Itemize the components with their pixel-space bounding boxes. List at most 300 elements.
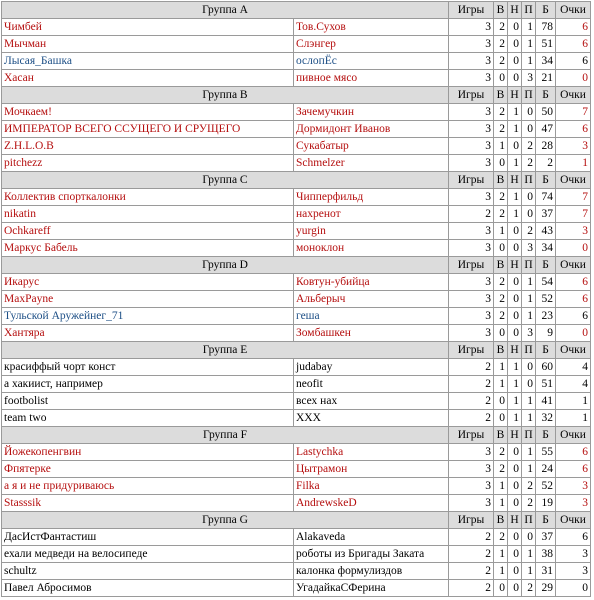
- losses: 0: [522, 104, 536, 121]
- points: 4: [556, 359, 591, 376]
- team-row: [2, 410, 591, 427]
- draws: 0: [508, 546, 522, 563]
- wins: 2: [494, 444, 508, 461]
- games-played: 2: [449, 580, 494, 597]
- losses: 3: [522, 325, 536, 342]
- draws: 0: [508, 495, 522, 512]
- player-1-name: Хантяра: [2, 325, 294, 342]
- points: 3: [556, 138, 591, 155]
- team-row: [2, 376, 591, 393]
- player-1-name: красиффый чорт конст: [2, 359, 294, 376]
- group-header-row: [2, 427, 591, 444]
- team-row: [2, 529, 591, 546]
- goals: 37: [536, 206, 556, 223]
- draws: 0: [508, 444, 522, 461]
- games-played: 3: [449, 138, 494, 155]
- wins-header: В: [494, 257, 508, 274]
- wins: 2: [494, 308, 508, 325]
- player-2-name: калонка формулиздов: [294, 563, 449, 580]
- player-2-name: Дормидонт Иванов: [294, 121, 449, 138]
- player-2-name: Чипперфильд: [294, 189, 449, 206]
- goals: 23: [536, 308, 556, 325]
- group-name: Группа E: [2, 342, 449, 359]
- player-2-name: Альберыч: [294, 291, 449, 308]
- points: 3: [556, 223, 591, 240]
- team-row: [2, 155, 591, 172]
- games-played: 2: [449, 529, 494, 546]
- losses-header: П: [522, 342, 536, 359]
- losses-header: П: [522, 87, 536, 104]
- games-played: 3: [449, 53, 494, 70]
- goals-header: Б: [536, 172, 556, 189]
- team-row: [2, 19, 591, 36]
- games-header: Игры: [449, 2, 494, 19]
- team-row: [2, 325, 591, 342]
- player-2-name: пивное мясо: [294, 70, 449, 87]
- points: 0: [556, 70, 591, 87]
- player-1-name: Хасан: [2, 70, 294, 87]
- player-2-name: моноклон: [294, 240, 449, 257]
- points: 3: [556, 495, 591, 512]
- group-header-row: [2, 512, 591, 529]
- games-header: Игры: [449, 427, 494, 444]
- games-played: 3: [449, 240, 494, 257]
- losses-header: П: [522, 2, 536, 19]
- team-row: [2, 495, 591, 512]
- games-played: 3: [449, 274, 494, 291]
- points-header: Очки: [556, 172, 591, 189]
- losses: 1: [522, 274, 536, 291]
- draws: 0: [508, 325, 522, 342]
- points: 6: [556, 444, 591, 461]
- team-row: [2, 138, 591, 155]
- games-header: Игры: [449, 172, 494, 189]
- games-played: 3: [449, 461, 494, 478]
- draws: 1: [508, 359, 522, 376]
- points-header: Очки: [556, 257, 591, 274]
- games-played: 2: [449, 359, 494, 376]
- losses: 1: [522, 461, 536, 478]
- player-1-name: Йожекопенгвин: [2, 444, 294, 461]
- games-played: 3: [449, 478, 494, 495]
- player-2-name: neofit: [294, 376, 449, 393]
- points: 3: [556, 478, 591, 495]
- losses: 0: [522, 189, 536, 206]
- points: 0: [556, 240, 591, 257]
- draws: 1: [508, 121, 522, 138]
- player-1-name: nikatin: [2, 206, 294, 223]
- draws: 0: [508, 461, 522, 478]
- games-played: 3: [449, 291, 494, 308]
- draws: 0: [508, 19, 522, 36]
- group-name: Группа F: [2, 427, 449, 444]
- points: 4: [556, 376, 591, 393]
- games-played: 2: [449, 393, 494, 410]
- wins: 2: [494, 274, 508, 291]
- games-played: 3: [449, 325, 494, 342]
- goals-header: Б: [536, 512, 556, 529]
- games-played: 3: [449, 36, 494, 53]
- losses: 3: [522, 240, 536, 257]
- losses: 2: [522, 580, 536, 597]
- draws-header: Н: [508, 257, 522, 274]
- draws: 0: [508, 529, 522, 546]
- player-1-name: ехали медведи на велосипеде: [2, 546, 294, 563]
- points: 6: [556, 36, 591, 53]
- wins: 2: [494, 104, 508, 121]
- team-row: [2, 274, 591, 291]
- team-row: [2, 359, 591, 376]
- group-name: Группа A: [2, 2, 449, 19]
- points: 1: [556, 155, 591, 172]
- goals: 2: [536, 155, 556, 172]
- wins: 2: [494, 53, 508, 70]
- player-2-name: Слэнгер: [294, 36, 449, 53]
- player-2-name: роботы из Бригады Заката: [294, 546, 449, 563]
- points: 6: [556, 308, 591, 325]
- group-name: Группа D: [2, 257, 449, 274]
- draws: 0: [508, 36, 522, 53]
- draws: 0: [508, 291, 522, 308]
- team-row: [2, 121, 591, 138]
- goals: 19: [536, 495, 556, 512]
- player-1-name: Лысая_Башка: [2, 53, 294, 70]
- player-1-name: Икарус: [2, 274, 294, 291]
- player-2-name: ослопЁс: [294, 53, 449, 70]
- team-row: [2, 546, 591, 563]
- losses-header: П: [522, 512, 536, 529]
- points-header: Очки: [556, 342, 591, 359]
- team-row: [2, 308, 591, 325]
- player-1-name: Коллектив спорткалонки: [2, 189, 294, 206]
- wins: 0: [494, 325, 508, 342]
- games-played: 3: [449, 19, 494, 36]
- goals: 29: [536, 580, 556, 597]
- wins: 1: [494, 478, 508, 495]
- losses-header: П: [522, 427, 536, 444]
- points-header: Очки: [556, 87, 591, 104]
- points: 6: [556, 291, 591, 308]
- wins: 0: [494, 410, 508, 427]
- goals-header: Б: [536, 342, 556, 359]
- group-header-row: [2, 87, 591, 104]
- points: 6: [556, 121, 591, 138]
- games-header: Игры: [449, 87, 494, 104]
- goals: 34: [536, 240, 556, 257]
- wins: 2: [494, 36, 508, 53]
- player-2-name: Сукабатыр: [294, 138, 449, 155]
- losses: 1: [522, 444, 536, 461]
- games-played: 2: [449, 206, 494, 223]
- points: 1: [556, 393, 591, 410]
- wins: 0: [494, 155, 508, 172]
- draws: 1: [508, 206, 522, 223]
- wins: 1: [494, 359, 508, 376]
- wins: 0: [494, 240, 508, 257]
- group-header-row: [2, 257, 591, 274]
- games-header: Игры: [449, 257, 494, 274]
- player-2-name: всех нах: [294, 393, 449, 410]
- games-played: 3: [449, 308, 494, 325]
- goals: 47: [536, 121, 556, 138]
- standings-table: [1, 1, 591, 597]
- goals: 52: [536, 478, 556, 495]
- goals: 50: [536, 104, 556, 121]
- wins-header: В: [494, 342, 508, 359]
- player-1-name: Мычман: [2, 36, 294, 53]
- losses: 1: [522, 563, 536, 580]
- player-2-name: judabay: [294, 359, 449, 376]
- player-1-name: а я и не придуриваюсь: [2, 478, 294, 495]
- wins: 2: [494, 189, 508, 206]
- goals: 51: [536, 36, 556, 53]
- losses-header: П: [522, 172, 536, 189]
- player-2-name: Alakaveda: [294, 529, 449, 546]
- draws: 0: [508, 240, 522, 257]
- wins: 0: [494, 580, 508, 597]
- wins: 2: [494, 121, 508, 138]
- player-2-name: Зачемучкин: [294, 104, 449, 121]
- group-name: Группа C: [2, 172, 449, 189]
- games-played: 3: [449, 189, 494, 206]
- goals: 32: [536, 410, 556, 427]
- draws: 0: [508, 308, 522, 325]
- losses: 0: [522, 376, 536, 393]
- team-row: [2, 206, 591, 223]
- player-1-name: Павел Абросимов: [2, 580, 294, 597]
- goals: 43: [536, 223, 556, 240]
- goals: 52: [536, 291, 556, 308]
- player-1-name: MaxPayne: [2, 291, 294, 308]
- wins: 0: [494, 393, 508, 410]
- games-played: 2: [449, 376, 494, 393]
- losses: 2: [522, 155, 536, 172]
- points-header: Очки: [556, 427, 591, 444]
- draws: 0: [508, 138, 522, 155]
- player-1-name: Мочкаем!: [2, 104, 294, 121]
- draws: 0: [508, 580, 522, 597]
- standings-body: [2, 2, 591, 597]
- points: 0: [556, 325, 591, 342]
- goals-header: Б: [536, 2, 556, 19]
- points: 7: [556, 189, 591, 206]
- points: 0: [556, 580, 591, 597]
- team-row: [2, 393, 591, 410]
- wins: 1: [494, 223, 508, 240]
- team-row: [2, 580, 591, 597]
- player-1-name: Маркус Бабель: [2, 240, 294, 257]
- draws: 0: [508, 478, 522, 495]
- team-row: [2, 461, 591, 478]
- losses: 2: [522, 478, 536, 495]
- player-2-name: Зомбашкен: [294, 325, 449, 342]
- losses: 1: [522, 308, 536, 325]
- player-1-name: а хакиист, например: [2, 376, 294, 393]
- goals: 74: [536, 189, 556, 206]
- points: 7: [556, 104, 591, 121]
- wins: 1: [494, 495, 508, 512]
- group-header-row: [2, 172, 591, 189]
- draws: 1: [508, 393, 522, 410]
- player-2-name: Filka: [294, 478, 449, 495]
- losses: 1: [522, 291, 536, 308]
- games-played: 3: [449, 223, 494, 240]
- team-row: [2, 36, 591, 53]
- draws: 1: [508, 155, 522, 172]
- goals: 37: [536, 529, 556, 546]
- points-header: Очки: [556, 2, 591, 19]
- losses: 1: [522, 393, 536, 410]
- losses: 1: [522, 410, 536, 427]
- player-1-name: Stasssik: [2, 495, 294, 512]
- team-row: [2, 563, 591, 580]
- games-played: 3: [449, 495, 494, 512]
- wins: 2: [494, 19, 508, 36]
- player-1-name: ИМПЕРАТОР ВСЕГО ССУЩЕГО И СРУЩЕГО: [2, 121, 294, 138]
- player-1-name: Z.H.L.O.B: [2, 138, 294, 155]
- wins: 2: [494, 529, 508, 546]
- player-1-name: Фпятерке: [2, 461, 294, 478]
- wins: 1: [494, 546, 508, 563]
- games-played: 3: [449, 121, 494, 138]
- group-name: Группа B: [2, 87, 449, 104]
- draws: 1: [508, 410, 522, 427]
- team-row: [2, 444, 591, 461]
- draws: 0: [508, 70, 522, 87]
- player-2-name: Lastychka: [294, 444, 449, 461]
- goals: 54: [536, 274, 556, 291]
- player-2-name: XXX: [294, 410, 449, 427]
- player-1-name: pitchezz: [2, 155, 294, 172]
- team-row: [2, 478, 591, 495]
- group-header-row: [2, 342, 591, 359]
- wins: 0: [494, 70, 508, 87]
- goals: 28: [536, 138, 556, 155]
- points: 3: [556, 546, 591, 563]
- draws: 0: [508, 223, 522, 240]
- points: 6: [556, 19, 591, 36]
- group-name: Группа G: [2, 512, 449, 529]
- goals: 41: [536, 393, 556, 410]
- player-1-name: footbolist: [2, 393, 294, 410]
- player-1-name: ДасИстФантастиш: [2, 529, 294, 546]
- team-row: [2, 53, 591, 70]
- points: 1: [556, 410, 591, 427]
- wins: 1: [494, 563, 508, 580]
- player-2-name: Цытрамон: [294, 461, 449, 478]
- wins: 2: [494, 461, 508, 478]
- player-1-name: Тульской Аружейнег_71: [2, 308, 294, 325]
- player-2-name: Schmelzer: [294, 155, 449, 172]
- losses: 1: [522, 546, 536, 563]
- losses: 0: [522, 206, 536, 223]
- team-row: [2, 104, 591, 121]
- team-row: [2, 291, 591, 308]
- losses: 1: [522, 36, 536, 53]
- draws: 1: [508, 376, 522, 393]
- wins: 2: [494, 206, 508, 223]
- games-played: 3: [449, 104, 494, 121]
- losses: 3: [522, 70, 536, 87]
- losses: 0: [522, 529, 536, 546]
- goals: 60: [536, 359, 556, 376]
- player-2-name: yurgin: [294, 223, 449, 240]
- games-played: 3: [449, 70, 494, 87]
- draws-header: Н: [508, 2, 522, 19]
- points-header: Очки: [556, 512, 591, 529]
- points: 6: [556, 53, 591, 70]
- draws: 0: [508, 563, 522, 580]
- player-1-name: Ochkareff: [2, 223, 294, 240]
- wins-header: В: [494, 87, 508, 104]
- goals: 38: [536, 546, 556, 563]
- group-header-row: [2, 2, 591, 19]
- draws: 0: [508, 274, 522, 291]
- losses: 0: [522, 121, 536, 138]
- losses: 1: [522, 19, 536, 36]
- wins-header: В: [494, 512, 508, 529]
- goals: 21: [536, 70, 556, 87]
- goals: 31: [536, 563, 556, 580]
- draws-header: Н: [508, 87, 522, 104]
- team-row: [2, 189, 591, 206]
- goals-header: Б: [536, 87, 556, 104]
- losses-header: П: [522, 257, 536, 274]
- points: 6: [556, 461, 591, 478]
- player-2-name: Ковтун-убийца: [294, 274, 449, 291]
- goals-header: Б: [536, 257, 556, 274]
- games-played: 2: [449, 546, 494, 563]
- player-2-name: нахренот: [294, 206, 449, 223]
- games-played: 3: [449, 444, 494, 461]
- games-played: 3: [449, 155, 494, 172]
- goals-header: Б: [536, 427, 556, 444]
- goals: 78: [536, 19, 556, 36]
- draws-header: Н: [508, 427, 522, 444]
- games-played: 2: [449, 410, 494, 427]
- draws-header: Н: [508, 342, 522, 359]
- points: 3: [556, 563, 591, 580]
- player-2-name: Тов.Сухов: [294, 19, 449, 36]
- player-2-name: УгадайкаСФерина: [294, 580, 449, 597]
- losses: 2: [522, 495, 536, 512]
- wins-header: В: [494, 172, 508, 189]
- draws-header: Н: [508, 512, 522, 529]
- team-row: [2, 240, 591, 257]
- losses: 2: [522, 223, 536, 240]
- wins: 1: [494, 376, 508, 393]
- goals: 9: [536, 325, 556, 342]
- wins: 2: [494, 291, 508, 308]
- draws-header: Н: [508, 172, 522, 189]
- goals: 34: [536, 53, 556, 70]
- team-row: [2, 223, 591, 240]
- points: 6: [556, 529, 591, 546]
- wins: 1: [494, 138, 508, 155]
- games-played: 2: [449, 563, 494, 580]
- wins-header: В: [494, 2, 508, 19]
- goals: 55: [536, 444, 556, 461]
- games-header: Игры: [449, 342, 494, 359]
- draws: 1: [508, 189, 522, 206]
- points: 6: [556, 274, 591, 291]
- points: 7: [556, 206, 591, 223]
- losses: 2: [522, 138, 536, 155]
- player-1-name: team two: [2, 410, 294, 427]
- losses: 0: [522, 359, 536, 376]
- player-1-name: Чимбей: [2, 19, 294, 36]
- draws: 0: [508, 53, 522, 70]
